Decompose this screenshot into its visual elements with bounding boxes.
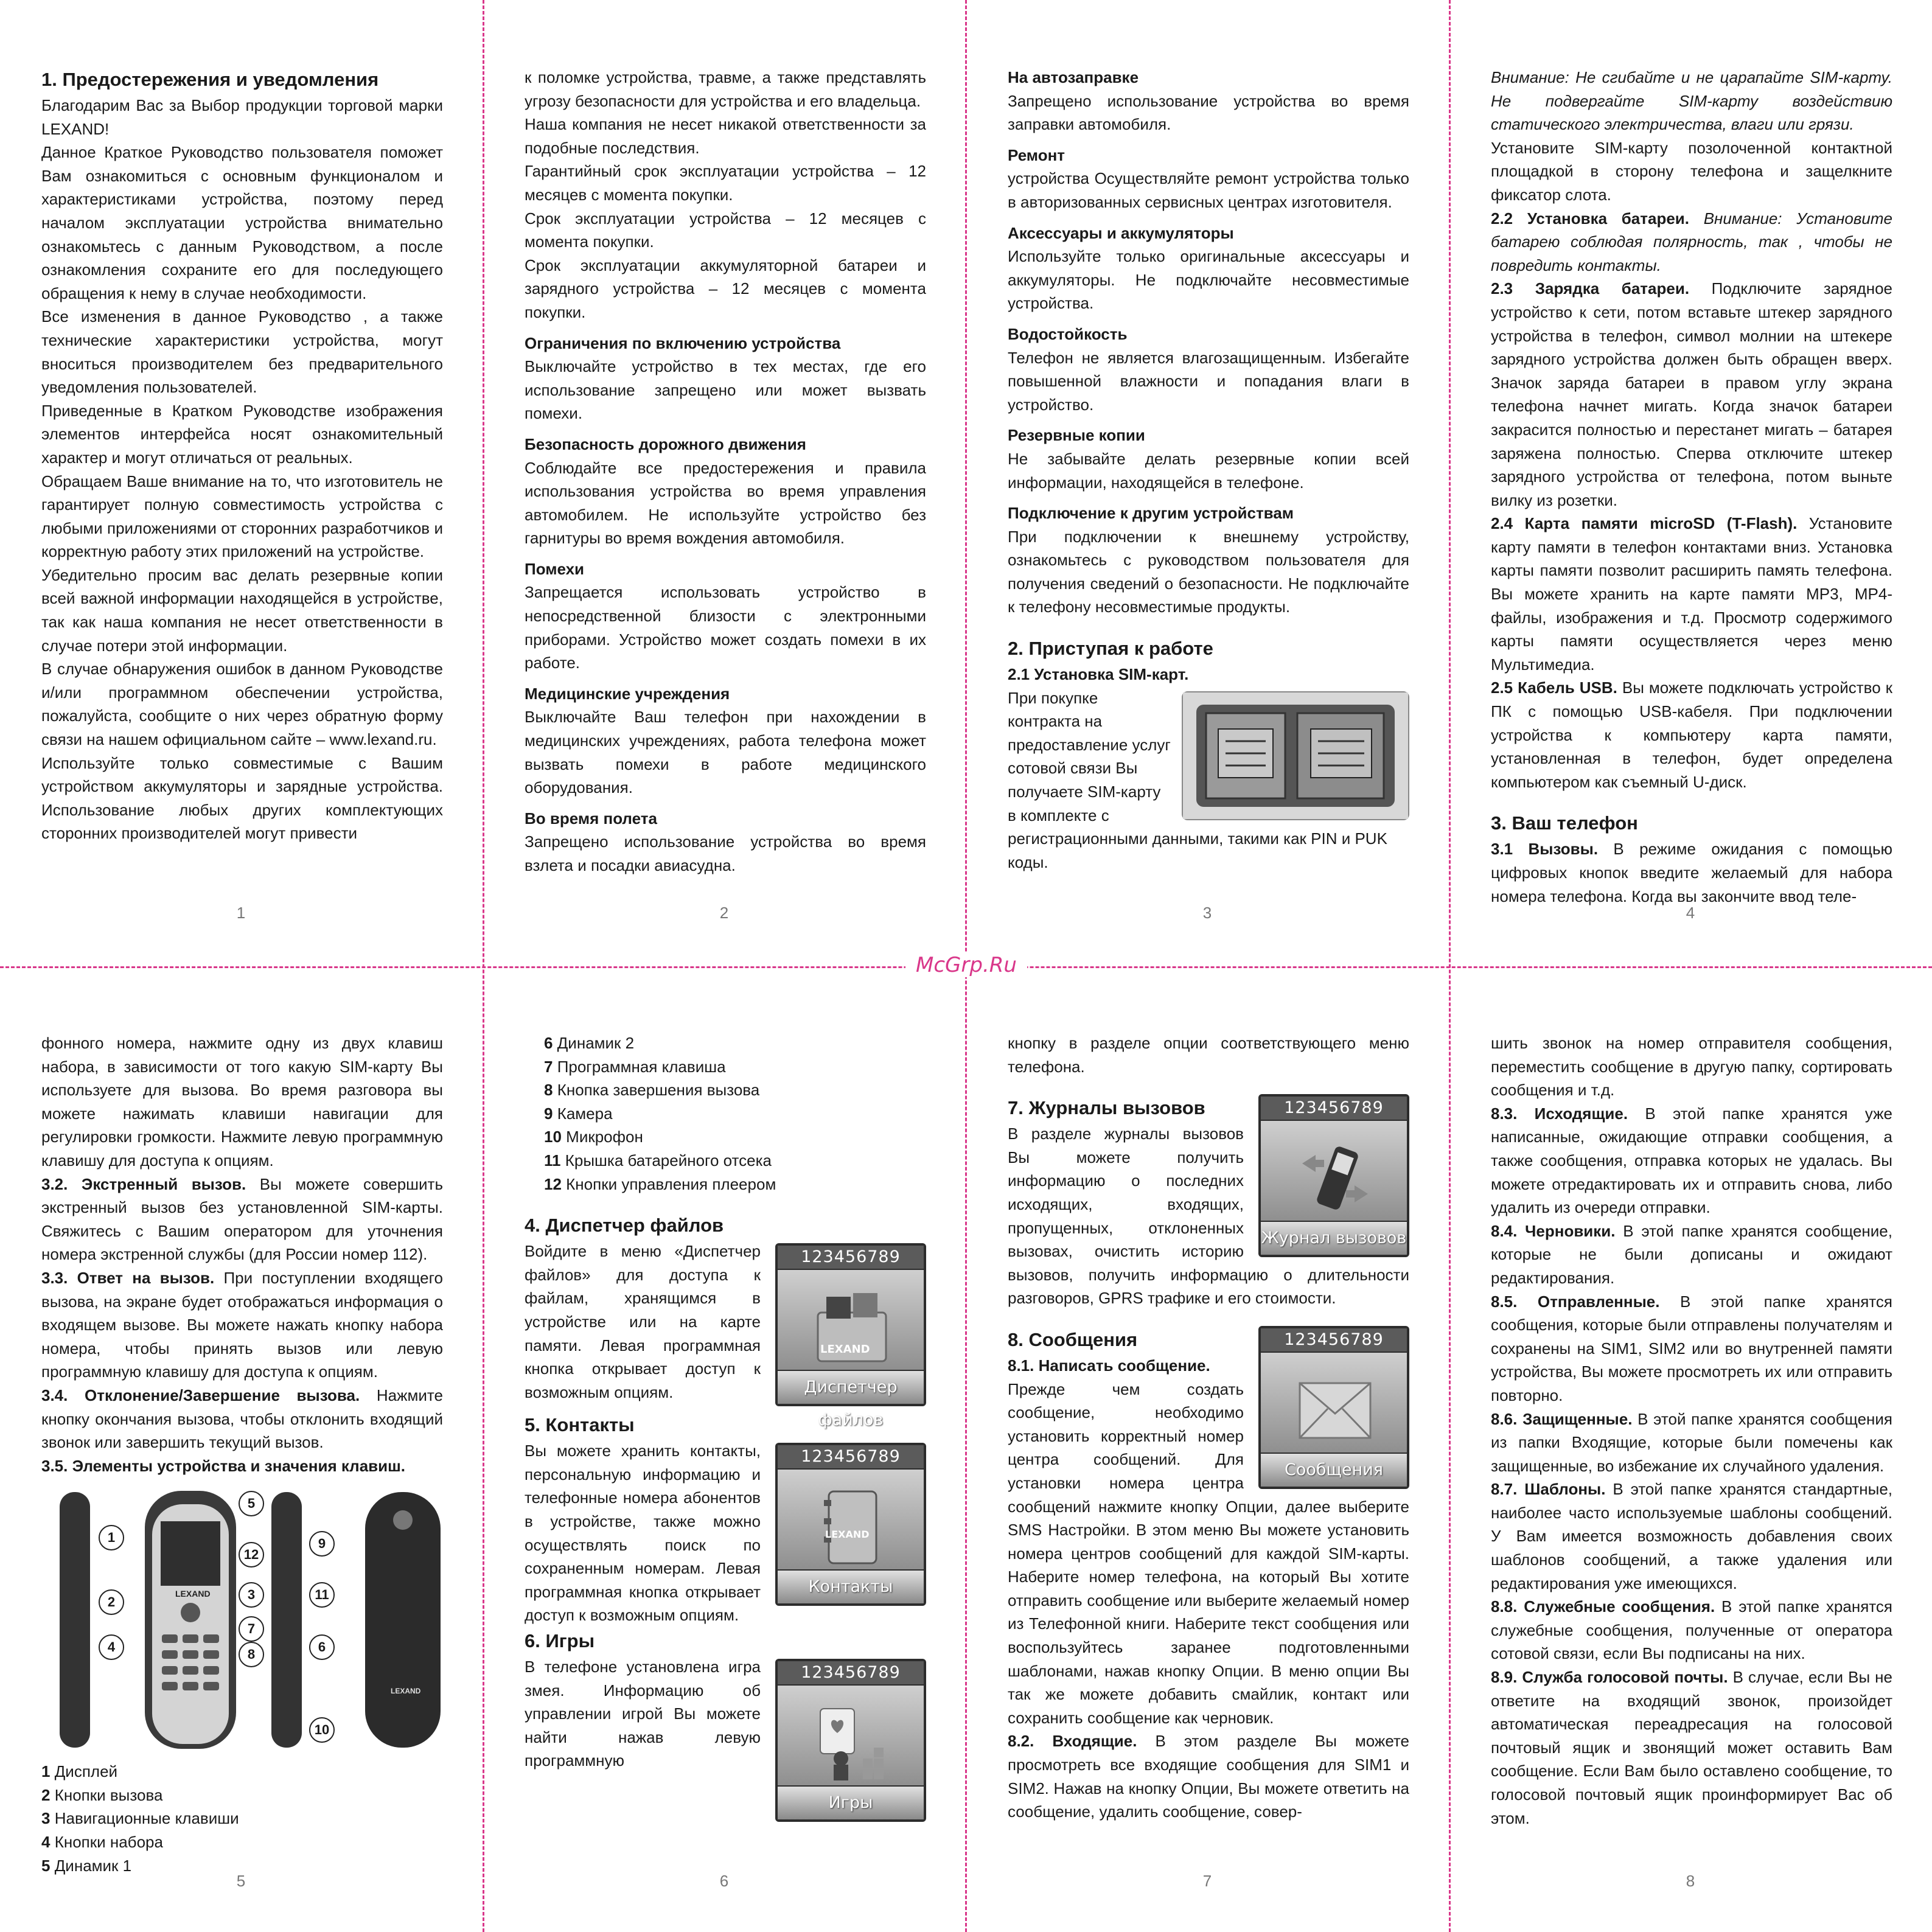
paragraph: кнопку в разделе опции соответствующего меню телефона. [1008, 1034, 1409, 1076]
paragraph [1491, 1102, 1892, 1219]
legend-number: 4 [41, 1833, 51, 1852]
page-4 [1491, 66, 1892, 908]
legend-number: 6 [544, 1034, 553, 1052]
paragraph: Приведенные в Кратком Руководстве изображения элементов интерфейса носят ознакомительный характер и могут отличаться от реальных. [41, 401, 443, 467]
legend-number: 9 [544, 1104, 553, 1123]
screen-label: Игры [778, 1787, 924, 1819]
page-number: 2 [719, 904, 729, 922]
page-3 [1008, 66, 1409, 874]
paragraph [1491, 207, 1892, 277]
legend-item [544, 1125, 926, 1149]
paragraph: шить звонок на номер отправителя сообщения, переместить сообщение в другую папку, сортировать сообщения и т.д. [1491, 1034, 1892, 1100]
body-text: В этой папке хранятся сообщения, которые были отправлены получателям и сохранены на SIM1, SIM2 или во внутренней памяти устройства, Вы можете просмотреть их или отправить повторно. [1491, 1292, 1892, 1404]
callout-7: 7 [239, 1616, 264, 1642]
callout-6: 6 [309, 1634, 335, 1660]
screen-number-bar: 123456789 [778, 1661, 924, 1684]
paragraph: Не забывайте делать резервные копии всей информации, находящейся в телефоне. [1008, 449, 1409, 492]
messages-screen [1258, 1326, 1409, 1489]
page-number: 8 [1686, 1872, 1695, 1890]
paragraph: устройства Осуществляйте ремонт устройства только в авторизованных сервисных центрах изготовителя. [1008, 169, 1409, 211]
screen-number-bar: 123456789 [1261, 1328, 1407, 1351]
body-text: При поступлении входящего вызова, на экране будет отображаться информация о входящем вызове. Вы можете нажать кнопку набора номера, чтобы принять вызов или левую программную клавишу для доступа к опциям. [41, 1268, 443, 1381]
phone-brand-logo: LEXAND [175, 1589, 211, 1599]
section-heading: Помехи [525, 559, 585, 578]
body-text: В этой папке хранятся служебные сообщения, полученные от оператора сотовой связи, если Вы подписаны на них. [1491, 1597, 1892, 1663]
page-6 [525, 1031, 926, 1827]
paragraph: Запрещено использование устройства во время заправки автомобиля. [1008, 91, 1409, 134]
callout-3: 3 [239, 1582, 264, 1608]
legend-label: Кнопки вызова [54, 1785, 163, 1804]
legend-label: Динамик 2 [557, 1034, 635, 1052]
legend-item [544, 1149, 926, 1173]
file-manager-screen [775, 1243, 926, 1430]
warning-text: Внимание: Установите батарею соблюдая полярность, так , чтобы не повредить контакты. [1491, 209, 1892, 274]
screen-logo: LEXAND [825, 1529, 870, 1541]
legend-item [41, 1830, 443, 1854]
paragraph: В разделе журналы вызовов Вы можете получить информацию о последних исходящих, входящих, пропущенных, отклоненных вызовах, очистить историю вызовов, получить информацию о длительности разговоров, GPRS трафике и его стоимости. [1008, 1125, 1409, 1308]
subsection-heading: 3.5. Элементы устройства и значения клавиш. [41, 1456, 406, 1475]
chapter-title: 2. Приступая к работе [1008, 638, 1213, 660]
legend-label: Программная клавиша [557, 1057, 726, 1076]
page-number: 1 [236, 904, 246, 922]
paragraph [1491, 512, 1892, 676]
legend-number: 1 [41, 1762, 51, 1781]
legend-label: Крышка батарейного отсека [565, 1151, 772, 1170]
subsection-heading: 8.3. Исходящие. [1491, 1104, 1628, 1123]
paragraph: Выключайте устройство в тех местах, где его использование запрещено или может вызвать помехи. [525, 357, 926, 423]
body-text: В режиме ожидания с помощью цифровых кнопок введите желаемый для набора номера телефона. Когда вы закончите ввод теле- [1491, 840, 1892, 905]
legend-number: 10 [544, 1128, 562, 1146]
paragraph: Гарантийный срок эксплуатации устройства – 12 месяцев с момента покупки. [525, 162, 926, 204]
subsection-heading: 2.3 Зарядка батареи. [1491, 279, 1690, 298]
paragraph [41, 1266, 443, 1384]
legend-item [544, 1031, 926, 1055]
subsection-heading: 8.4. Черновики. [1491, 1221, 1616, 1240]
legend-number: 3 [41, 1809, 51, 1828]
legend-label: Навигационные клавиши [54, 1809, 239, 1828]
legend-item [544, 1102, 926, 1126]
page-number: 5 [236, 1872, 246, 1890]
paragraph: Срок эксплуатации устройства – 12 месяцев с момента покупки. [525, 209, 926, 251]
subsection-heading: 8.6. Защищенные. [1491, 1409, 1633, 1428]
callout-11: 11 [309, 1582, 335, 1608]
legend-number: 2 [41, 1785, 51, 1804]
legend-item [41, 1807, 443, 1830]
body-text: Установите карту памяти в телефон контактами вниз. Установка карты памяти позволит расширить память телефона. Вы можете хранить на карте памяти MP3, MP4-файлы, изображения и т.д. Просмотр содержимого карты памяти осуществляется через меню Мультимедиа. [1491, 514, 1892, 674]
legend-label: Микрофон [566, 1128, 643, 1146]
paragraph [1491, 1665, 1892, 1830]
subsection-heading: 3.1 Вызовы. [1491, 840, 1599, 859]
phone-back-logo: LEXAND [391, 1687, 421, 1696]
callout-1: 1 [99, 1525, 124, 1550]
paragraph: Соблюдайте все предостережения и правила использования устройства во время управления автомобилем. Не используйте устройство без гарнитуры во время вождения автомобиля. [525, 458, 926, 548]
section-heading: Резервные копии [1008, 426, 1145, 445]
callout-5: 5 [239, 1491, 264, 1516]
subsection-heading: 3.3. Ответ на вызов. [41, 1268, 215, 1287]
paragraph: В случае обнаружения ошибок в данном Руководстве и/или программном обеспечении устройства, пожалуйста, сообщите о них через обратную форму связи на нашем официальном сайте – www.lexand.ru. [41, 660, 443, 749]
page-2 [525, 66, 926, 877]
screen-logo: LEXAND [820, 1343, 870, 1356]
warning-text: Внимание: Не сгибайте и не царапайте SIM-карту. Не подвергайте SIM-карту воздействию статического электричества, влаги или грязи. [1491, 68, 1892, 134]
paragraph: Запрещено использование устройства во время взлета и посадки авиасудна. [525, 832, 926, 874]
paragraph: Телефон не является влагозащищенным. Избегайте повышенной влажности и попадания влаги в устройство. [1008, 348, 1409, 414]
section-heading: Во время полета [525, 809, 657, 828]
body-text: В этом разделе Вы можете просмотреть все входящие сообщения для SIM1 и SIM2. Нажав на кнопку Опции, Вы можете ответить на сообщение, удалить сообщение, совер- [1008, 1732, 1410, 1821]
section-heading: Безопасность дорожного движения [525, 434, 806, 453]
body-text: Вы можете подключать устройство к ПК с помощью USB-кабеля. При подключении устройства к компьютеру карта памяти, установленная в телефон, будет определена компьютером как съемный U-диск. [1491, 678, 1892, 791]
legend-number: 5 [41, 1856, 51, 1875]
screen-number-bar: 123456789 [778, 1246, 924, 1269]
paragraph: Убедительно просим вас делать резервные копии всей важной информации находящейся в устройстве, так как наша компания не несет ответственности в случае потери этой информации. [41, 565, 443, 655]
chapter-title: 3. Ваш телефон [1491, 812, 1638, 834]
contacts-screen [775, 1443, 926, 1606]
body-text: В этой папке хранятся уже написанные, ожидающие отправки сообщения, а также сообщения, отправка которых не удалась. Вы можете отредактировать их и отправить снова, либо удалить из очереди отправки. [1491, 1104, 1892, 1217]
page-5 [41, 1031, 443, 1877]
callout-10: 10 [309, 1717, 335, 1743]
section-heading: Медицинские учреждения [525, 684, 730, 703]
legend-item [41, 1784, 443, 1807]
paragraph [1491, 1290, 1892, 1407]
paragraph: к поломке устройства, травме, а также представлять угрозу безопасности для устройства и его владельца. [525, 68, 926, 110]
sim-slot-photo [1182, 691, 1409, 820]
paragraph: Обращаем Ваше внимание на то, что изготовитель не гарантирует полную совместимость устройства с любыми приложениями от сторонних разработчиков и корректную работу этих приложений на устройстве. [41, 472, 443, 561]
paragraph: Используйте только оригинальные аксессуары и аккумуляторы. Не подключайте несовместимые устройства. [1008, 247, 1409, 313]
paragraph [1491, 837, 1892, 908]
phone-diagram [54, 1486, 443, 1754]
callout-4: 4 [99, 1634, 124, 1660]
subsection-heading: 8.2. Входящие. [1008, 1732, 1137, 1751]
body-text: Нажмите кнопку окончания вызова, чтобы отклонить входящий звонок или завершить текущий вызов. [41, 1386, 443, 1452]
section-heading: Водостойкость [1008, 324, 1128, 343]
section-title: 1. Предостережения и уведомления [41, 69, 379, 90]
legend-item [544, 1055, 926, 1079]
paragraph: Благодарим Вас за Выбор продукции торговой марки LEXAND! [41, 96, 443, 138]
page-number: 6 [719, 1872, 729, 1890]
screen-label: Контакты [778, 1571, 924, 1603]
body-text: В случае, если Вы не ответите на входящий звонок, произойдет автоматическая переадресация на голосовой почтовый ящик и звонящий может оставить Вам сообщение. Если Вам было оставлено сообщение, то голосовой почтовый ящик проинформирует Вас об этом. [1491, 1668, 1892, 1827]
body-text: В этой папке хранятся сообщения из папки Входящие, которые были помечены как защищенные, во избежание их случайного удаления. [1491, 1409, 1892, 1475]
paragraph [1491, 1595, 1892, 1665]
paragraph [1491, 676, 1892, 793]
callout-9: 9 [309, 1531, 335, 1557]
subsection-heading: 3.4. Отклонение/Завершение вызова. [41, 1386, 360, 1404]
paragraph: Прежде чем создать сообщение, необходимо установить корректный номер центра сообщений. Для установки номера центра сообщений нажмите кнопку Опции, далее выберите SMS Настройки. В этом меню Вы можете установить номера центров сообщений для каждой SIM-карты. Наберите номер телефона, на который Вы хотите отправить сообщение или выберите желаемый номер из Телефонной книги. Наберите текст сообщения или воспользуйтесь заранее подготовленными шаблонами, нажав кнопку Опции. В меню опции Вы так же можете добавить смайлик, контакт или сохранить сообщение как черновик. [1008, 1379, 1409, 1727]
subsection-heading: 3.2. Экстренный вызов. [41, 1174, 246, 1193]
body-text: Подключите зарядное устройство к сети, потом вставьте штекер зарядного устройства в телефон, символ молнии на штекере зарядного устройства должен быть обращен вверх. Значок заряда батареи в правом углу экрана телефона начнет мигать. Когда значок батареи закрасится полностью и перестанет мигать – батарея заряжена полностью. Сперва отключите штекер зарядного устройства от телефона, потом выньте вилку из розетки. [1491, 279, 1892, 509]
callout-8: 8 [239, 1642, 264, 1667]
section-heading: Ограничения по включению устройства [525, 333, 841, 352]
screen-number-bar: 123456789 [1261, 1097, 1407, 1120]
paragraph: При покупке контракта на предоставление услуг сотовой связи Вы получаете SIM-карту в комплекте с регистрационными данными, такими как PIN и PUK коды. [1008, 688, 1387, 871]
legend-label: Динамик 1 [54, 1856, 132, 1875]
subsection-heading: 8.1. Написать сообщение. [1008, 1356, 1210, 1375]
call-log-screen [1258, 1094, 1409, 1257]
games-icon [814, 1704, 890, 1783]
paragraph [41, 1384, 443, 1454]
legend-label: Дисплей [54, 1762, 118, 1781]
subsection-heading: 8.8. Служебные сообщения. [1491, 1597, 1715, 1616]
subsection-heading: 2.2 Установка батареи. [1491, 209, 1689, 228]
paragraph: Запрещается использовать устройство в непосредственной близости с электронными приборами. Устройство может создать помехи в их работе. [525, 583, 926, 672]
legend-label: Кнопки управления плеером [566, 1174, 776, 1193]
legend-number: 12 [544, 1174, 562, 1193]
phone-icon [1297, 1139, 1373, 1218]
paragraph [1491, 1219, 1892, 1290]
chapter-title: 4. Диспетчер файлов [525, 1215, 724, 1236]
legend-label: Кнопка завершения вызова [557, 1081, 760, 1100]
screen-label: Журнал вызовов [1261, 1222, 1407, 1255]
legend-label: Камера [557, 1104, 613, 1123]
watermark: McGrp.Ru [905, 953, 1027, 977]
paragraph [1491, 1407, 1892, 1478]
subsection-heading: 2.5 Кабель USB. [1491, 678, 1617, 697]
section-heading: Подключение к другим устройствам [1008, 504, 1294, 523]
screen-number-bar: 123456789 [778, 1445, 924, 1468]
paragraph [1491, 277, 1892, 512]
paragraph: фонного номера, нажмите одну из двух клавиш набора, в зависимости от того какую SIM-карту Вы используете для вызова. Во время разговора вы можете нажимать клавиши навигации для регулировки громкости. Нажмите левую программную клавишу для доступа к опциям. [41, 1034, 443, 1170]
legend-number: 11 [544, 1151, 561, 1170]
subsection-heading: 8.9. Служба голосовой почты. [1491, 1668, 1728, 1687]
chapter-title: 8. Сообщения [1008, 1328, 1138, 1350]
page-8 [1491, 1031, 1892, 1830]
subsection-heading: 2.4 Карта памяти microSD (T-Flash). [1491, 514, 1798, 533]
legend-item [544, 1078, 926, 1102]
subsection-heading: 8.5. Отправленные. [1491, 1292, 1660, 1311]
legend-item [544, 1173, 926, 1196]
body-text: В этой папке хранятся сообщение, которые не были дописаны и ожидают редактирования. [1491, 1221, 1892, 1287]
paragraph [1008, 1729, 1409, 1823]
screen-label: Диспетчер файлов [778, 1371, 924, 1404]
paragraph [41, 1173, 443, 1266]
envelope-icon [1297, 1371, 1373, 1450]
paragraph [1491, 1477, 1892, 1595]
paragraph: Выключайте Ваш телефон при нахождении в медицинских учреждениях, работа телефона может вызвать помехи в работе медицинского оборудования. [525, 708, 926, 797]
callout-2: 2 [99, 1589, 124, 1615]
page-1 [41, 66, 443, 845]
chapter-title: 6. Игры [525, 1630, 595, 1651]
chapter-title: 5. Контакты [525, 1414, 635, 1436]
chapter-title: 7. Журналы вызовов [1008, 1097, 1205, 1119]
games-screen [775, 1659, 926, 1822]
subsection-heading: 8.7. Шаблоны. [1491, 1480, 1606, 1499]
page-7 [1008, 1031, 1409, 1824]
paragraph: Все изменения в данное Руководство , а также технические характеристики устройства, могут вноситься производителем без предварительного уведомления пользователей. [41, 307, 443, 397]
section-heading: Ремонт [1008, 145, 1065, 164]
paragraph: В телефоне установлена игра змея. Информацию об управлении игрой Вы можете найти нажав левую программную [525, 1657, 761, 1770]
paragraph: Установите SIM-карту позолоченной контактной площадкой в сторону телефона и защелкните фиксатор слота. [1491, 138, 1892, 204]
screen-label: Сообщения [1261, 1454, 1407, 1487]
page-number: 4 [1686, 904, 1695, 922]
legend-label: Кнопки набора [54, 1833, 163, 1852]
paragraph: Используйте только совместимые с Вашим устройством аккумуляторы и зарядные устройства. Использование любых других комплектующих сторонних производителей могут привести [41, 753, 443, 843]
paragraph: Войдите в меню «Диспетчер файлов» для доступа к файлам, хранящимся в устройстве или на карте памяти. Левая программная кнопка открывает доступ к возможным опциям. [525, 1242, 761, 1401]
page-number: 7 [1202, 1872, 1212, 1890]
page-number: 3 [1202, 904, 1212, 922]
legend-number: 8 [544, 1081, 553, 1100]
section-heading: На автозаправке [1008, 68, 1139, 86]
body-text: Вы можете совершить экстренный вызов без установленной SIM-карты. Свяжитесь с Вашим оператором для уточнения номера экстренной службы (для России номер 112). [41, 1174, 443, 1264]
callout-12: 12 [239, 1542, 264, 1568]
paragraph: Вы можете хранить контакты, персональную информацию и телефонные номера абонентов в устройстве, также можно осуществлять поиск по сохраненным номерам. Левая программная кнопка открывает доступ к возможным опциям. [525, 1442, 761, 1625]
legend-item [41, 1760, 443, 1784]
subsection-heading: 2.1 Установка SIM-карт. [1008, 665, 1189, 684]
section-heading: Аксессуары и аккумуляторы [1008, 223, 1234, 242]
paragraph: Срок эксплуатации аккумуляторной батареи и зарядного устройства – 12 месяцев с момента покупки. [525, 256, 926, 321]
paragraph: Данное Краткое Руководство пользователя поможет Вам ознакомиться с основным функционалом и характеристиками устройства, поэтому перед началом эксплуатации устройства внимательно ознакомьтесь с данным Руководством, а после ознакомления сохраните его для последующего обращения к нему в случае необходимости. [41, 143, 443, 302]
paragraph: При подключении к внешнему устройству, ознакомьтесь с руководством пользователя для получения сведений о безопасности. Не подключайте к телефону несовместимые продукты. [1008, 527, 1409, 616]
body-text: В этой папке хранятся стандартные, наиболее часто используемые шаблоны сообщений. У Вам имеется возможность добавления своих шаблонов сообщений, а также удаления или редактирования уже имеющихся. [1491, 1480, 1893, 1592]
paragraph: Наша компания не несет никакой ответственности за подобные последствия. [525, 115, 926, 157]
legend-number: 7 [544, 1057, 553, 1076]
